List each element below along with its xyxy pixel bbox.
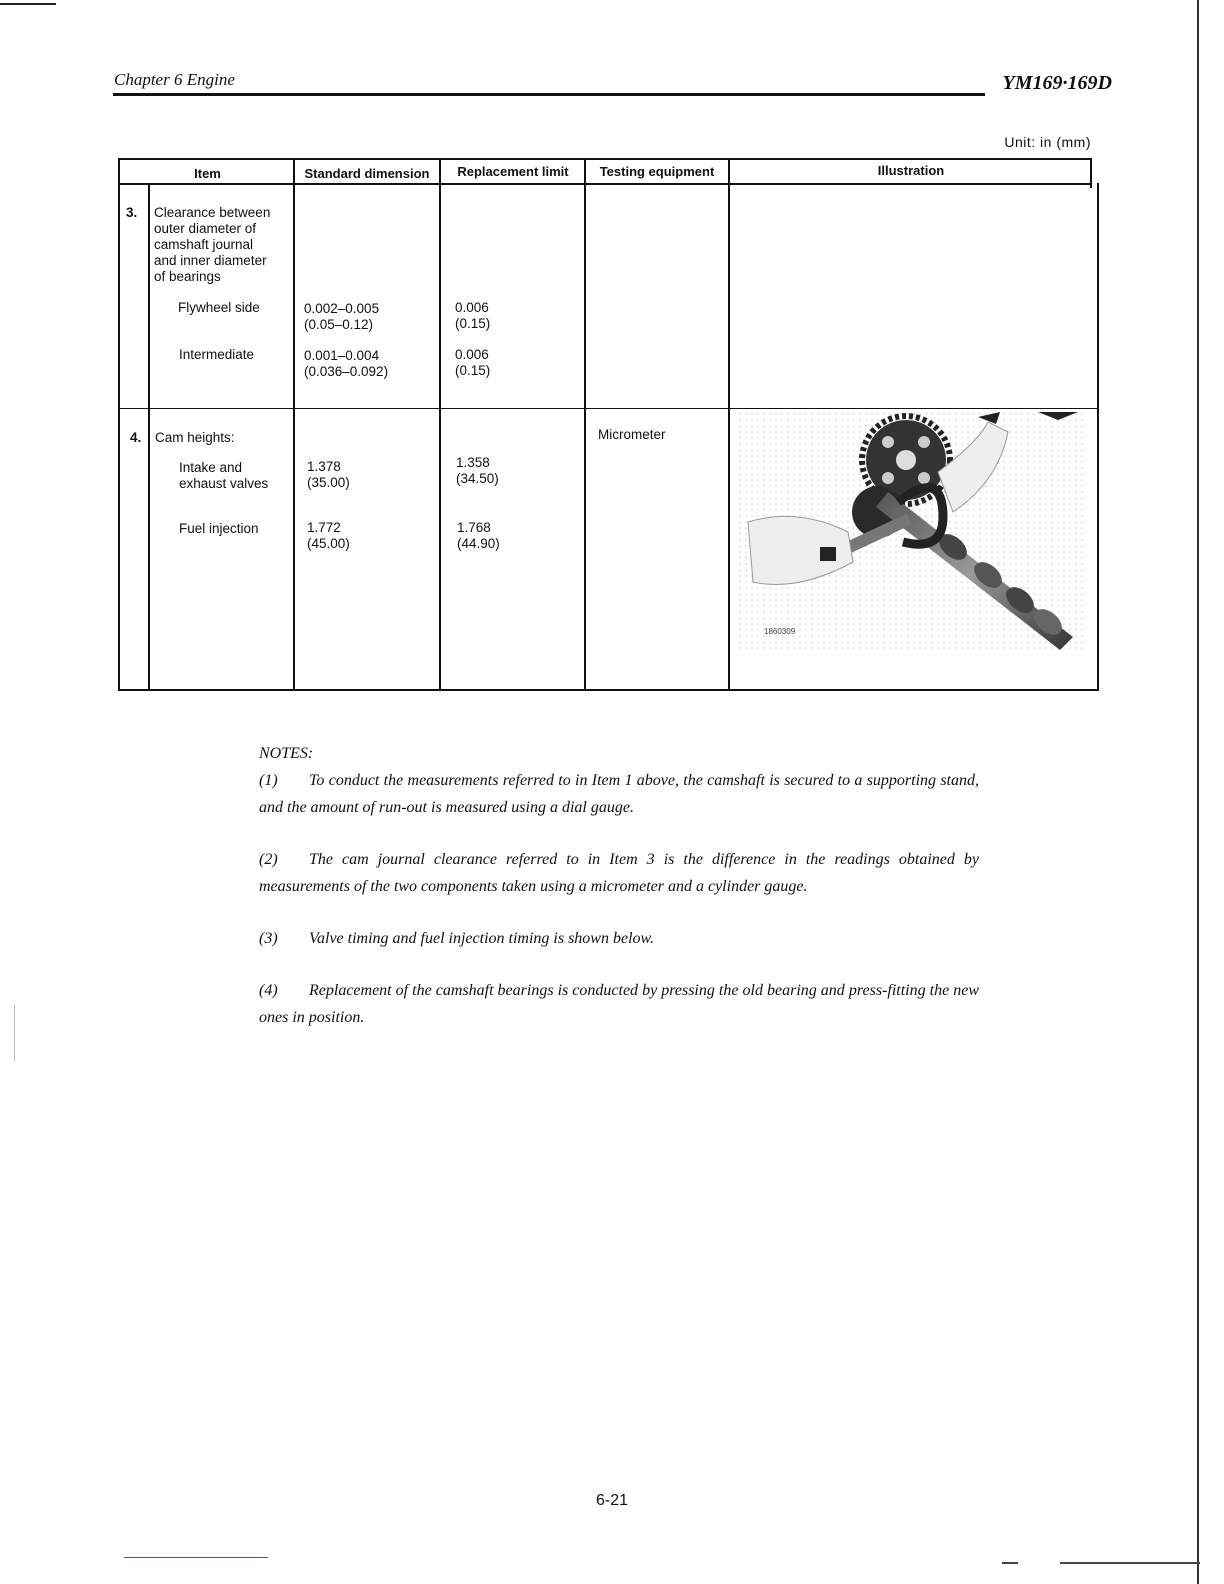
camshaft-micrometer-illustration — [738, 412, 1084, 652]
row4-sub1-replacement: 1.358 (34.50) — [456, 455, 499, 486]
row4-sub2-label: Fuel injection — [179, 521, 259, 536]
figure-code: 1860309 — [764, 627, 796, 636]
note-1 — [259, 767, 979, 821]
row4-number: 4. — [130, 430, 142, 445]
row3-sub1-standard: 0.002–0.005 (0.05–0.12) — [304, 301, 380, 332]
row3-number: 3. — [126, 205, 138, 220]
note-3-text: Valve timing and fuel injection timing is shown below. — [309, 930, 655, 947]
note-3 — [259, 925, 979, 952]
table-top-border — [118, 158, 1092, 160]
row3-sub2-standard: 0.001–0.004 (0.036–0.092) — [304, 348, 389, 379]
notes-section — [259, 740, 979, 1031]
row4-item: Cam heights: — [155, 430, 235, 445]
header-item: Item — [194, 166, 221, 181]
col-line-number — [148, 185, 150, 691]
unit-label: Unit: in (mm) — [1004, 134, 1091, 150]
table-right-border — [1097, 183, 1099, 691]
header-rule — [113, 93, 985, 96]
table-bottom-border — [118, 689, 1099, 691]
chapter-title: Chapter 6 Engine — [114, 70, 235, 89]
model-title: YM169·169D — [1002, 72, 1112, 94]
row3-item: Clearance between outer diameter of camshaft journal and inner diameter of bearings — [154, 205, 271, 284]
header-standard: Standard dimension — [304, 166, 430, 181]
row4-sub1-standard: 1.378 (35.00) — [307, 459, 350, 490]
table-left-border — [118, 158, 120, 691]
note-1-number: (1) — [259, 772, 278, 789]
note-4-number: (4) — [259, 982, 278, 999]
scan-mark-top — [0, 3, 56, 5]
col-line-testing — [728, 158, 730, 691]
row4-sub2-replacement: 1.768 (44.90) — [457, 520, 500, 551]
scan-edge-right — [1197, 0, 1199, 1584]
note-4-text: Replacement of the camshaft bearings is conducted by pressing the old bearing and press-fitting the new ones in position. — [259, 982, 979, 1026]
row3-sub1-replacement: 0.006 (0.15) — [455, 300, 491, 331]
note-3-number: (3) — [259, 930, 278, 947]
note-2 — [259, 846, 979, 900]
scan-mark-bottom-right-a — [1002, 1562, 1018, 1564]
row4-sub1-label: Intake and exhaust valves — [179, 460, 269, 491]
note-2-text: The cam journal clearance referred to in Item 3 is the difference in the readings obtained by measurements of the two components taken using a micrometer and a cylinder gauge. — [259, 851, 979, 895]
row3-sub2-replacement: 0.006 (0.15) — [455, 347, 491, 378]
page-number: 6-21 — [595, 1492, 629, 1509]
col-line-standard — [439, 158, 441, 691]
note-2-number: (2) — [259, 851, 278, 868]
col-line-item — [293, 158, 295, 691]
row3-sub2-label: Intermediate — [179, 347, 255, 362]
col-line-replacement — [584, 158, 586, 691]
header-testing: Testing equipment — [599, 164, 715, 179]
note-1-text: To conduct the measurements referred to in Item 1 above, the camshaft is secured to a supporting stand, and the amount of run-out is measured using a dial gauge. — [259, 772, 979, 816]
scan-mark-left — [14, 1005, 15, 1061]
notes-title: NOTES: — [259, 745, 314, 762]
row-divider — [118, 408, 1099, 409]
header-illustration: Illustration — [877, 163, 945, 178]
row4-sub2-standard: 1.772 (45.00) — [307, 520, 350, 551]
scan-mark-bottom-left — [124, 1557, 268, 1558]
header-replacement: Replacement limit — [457, 164, 569, 179]
scan-mark-bottom-right-b — [1060, 1562, 1200, 1564]
note-4 — [259, 977, 979, 1031]
header-bottom-border — [118, 183, 1092, 185]
row4-testing: Micrometer — [598, 427, 666, 442]
row3-sub1-label: Flywheel side — [178, 300, 260, 315]
